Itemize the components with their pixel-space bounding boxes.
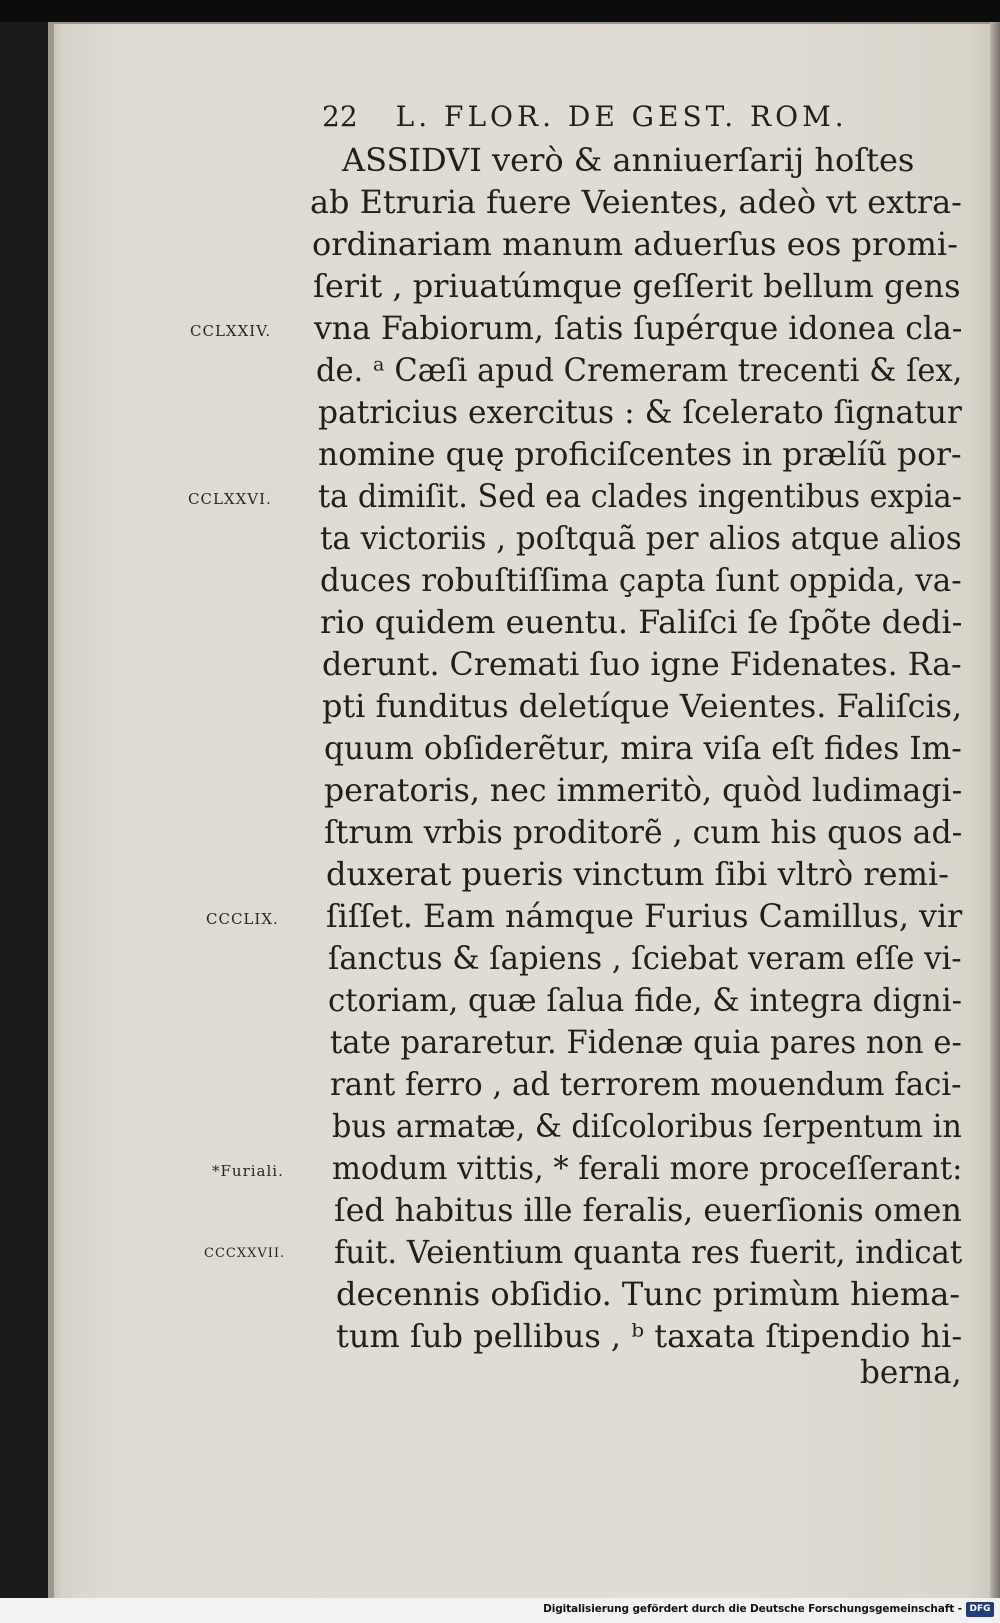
- text-line: ab Etruria fuere Veientes, adeò vt extra-: [310, 183, 962, 221]
- scan-top-edge: [0, 0, 1000, 22]
- text-line: bus armatæ, & diſcoloribus ſerpentum in: [332, 1107, 962, 1145]
- text-line: nomine quę proficiſcentes in prælíũ por-: [318, 435, 962, 473]
- text-line: vna Fabiorum, ſatis ſupérque idonea cla-: [314, 309, 963, 347]
- running-header: [322, 100, 848, 133]
- running-title: L. FLOR. DE GEST. ROM.: [395, 100, 848, 133]
- text-line: ſtrum vrbis proditorẽ , cum his quos ad-: [324, 813, 963, 851]
- margin-note: CCCLIX.: [206, 910, 279, 928]
- text-line: decennis obſidio. Tunc primùm hiema-: [336, 1275, 961, 1313]
- text-line: ſerit , priuatúmque geſſerit bellum gens: [313, 267, 961, 305]
- text-line: patricius exercitus : & ſcelerato ſignatur: [318, 393, 962, 431]
- text-line: modum vittis, * ferali more proceſſerant:: [332, 1149, 963, 1187]
- text-line: tate pararetur. Fidenæ quia pares non e-: [330, 1023, 962, 1061]
- margin-note: *Furiali.: [212, 1162, 284, 1180]
- text-line: pti funditus deletíque Veientes. Faliſcis,: [322, 687, 963, 725]
- text-line: rio quidem euentu. Faliſci ſe ſpõte dedi-: [320, 603, 963, 641]
- page-spine-shadow: [48, 22, 54, 1598]
- text-line: duxerat pueris vinctum ſibi vltrò remi-: [326, 855, 949, 893]
- page-right-edge: [990, 22, 1000, 1598]
- text-line: ſanctus & ſapiens , ſciebat veram eſſe vi-: [328, 939, 962, 977]
- text-line: ſed habitus ille feralis, euerſionis omen: [334, 1191, 962, 1229]
- text-line: quum obſiderẽtur, mira viſa eſt fides Im-: [324, 729, 962, 767]
- text-line: ta victoriis , poſtquã per alios atque alios: [320, 519, 962, 557]
- text-line: ctoriam, quæ ſalua fide, & integra digni-: [328, 981, 962, 1019]
- text-line: derunt. Cremati ſuo igne Fidenates. Ra-: [322, 645, 962, 683]
- text-line: peratoris, nec immeritò, quòd ludimagi-: [324, 771, 963, 809]
- text-line: duces robuſtiſſima çapta ſunt oppida, va-: [320, 561, 962, 599]
- text-line: tum ſub pellibus , ᵇ taxata ſtipendio hi-: [336, 1317, 963, 1355]
- text-line: fuit. Veientium quanta res fuerit, indicat: [334, 1233, 963, 1271]
- text-line: de. ᵃ Cæſi apud Cremeram trecenti & ſex,: [316, 351, 963, 389]
- text-line: ASSIDVI verò & anniuerſarij hoſtes: [342, 141, 915, 179]
- digitization-notice: Digitalisierung gefördert durch die Deutsche Forschungsgemeinschaft -: [543, 1603, 962, 1615]
- digitization-footer: [0, 1598, 1000, 1623]
- text-line: ta dimiſit. Sed ea clades ingentibus expia-: [318, 477, 962, 515]
- text-line: ordinariam manum aduerſus eos promi-: [312, 225, 958, 263]
- catchword: berna,: [860, 1353, 962, 1391]
- dfg-logo-icon: DFG: [966, 1602, 994, 1617]
- margin-note: CCLXXIV.: [190, 322, 272, 340]
- text-line: rant ferro , ad terrorem mouendum faci-: [330, 1065, 962, 1103]
- margin-note: CCCXXVII.: [204, 1246, 286, 1261]
- page-number: 22: [322, 100, 358, 133]
- margin-note: CCLXXVI.: [188, 490, 272, 508]
- text-line: ſiſſet. Eam námque Furius Camillus, vir: [326, 897, 963, 935]
